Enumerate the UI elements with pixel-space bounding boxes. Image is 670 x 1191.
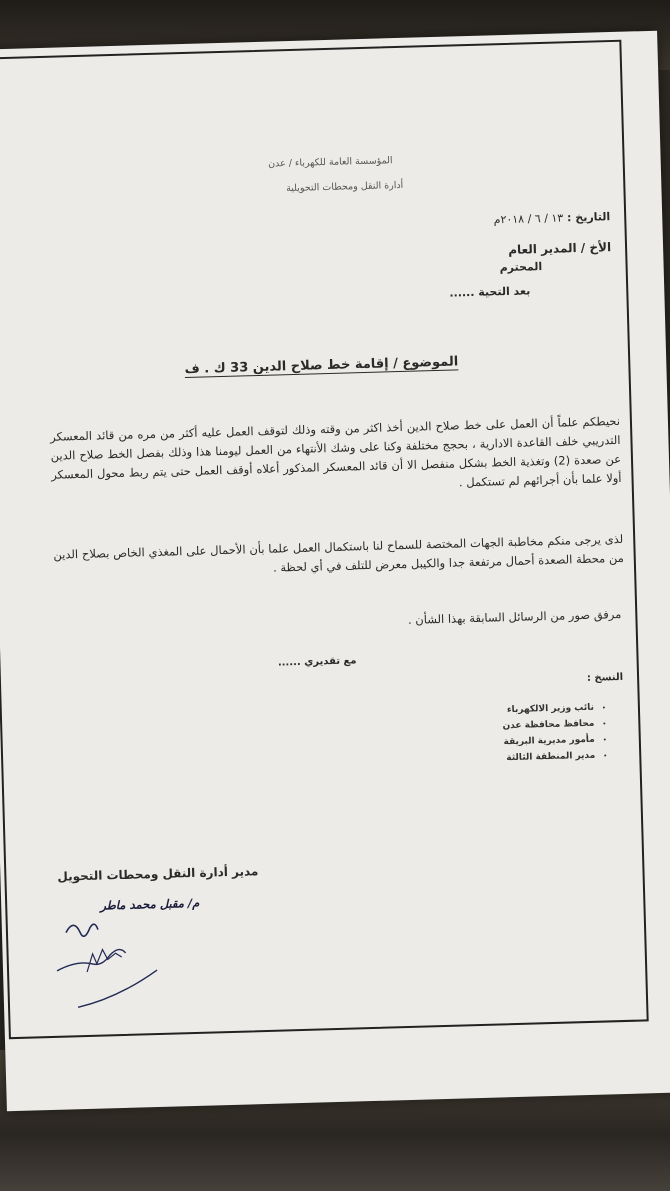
attachment-note: مرفق صور من الرسائل السابقة بهذا الشأن . xyxy=(407,606,622,627)
copy-recipient: • نائب وزير الالكهرباء xyxy=(502,703,594,716)
subject-line: الموضوع / إقامة خط صلاح الدين 33 ك . ف xyxy=(184,354,459,378)
handwritten-signature-icon xyxy=(45,910,178,1024)
copy-recipient: • محافظ محافظة عدن xyxy=(502,719,594,732)
copies-list xyxy=(502,702,610,769)
body-paragraph-1: نحيطكم علماً أن العمل على خط صلاح الدين أخذ اكثر من وقته وذلك لتوقف العمل عليه أكثر من مره من قائد المعسكر التدريبي خلف القاعدة الادارية ، بحجج مختلفة وكنا على وشك الأنتهاء من العمل ليومنا هذا وذلك بفصل الخط صلاح الدين عن صعدة (2) وتغذية الخط بشكل منفصل الا أن قائد المعسكر المذكور أعلاه أوقف العمل حتى يتم ربط محول المعسكر أولا علما بأن أجرائهم لم تستكمل . xyxy=(49,413,622,490)
copy-recipient: • مأمور مديرية البريقة xyxy=(503,735,595,748)
date-label: التاريخ : xyxy=(566,210,611,225)
letterhead-org-line2: أدارة النقل ومحطات التحويلية xyxy=(285,179,404,195)
honorific: المحترم xyxy=(499,260,543,275)
copies-label: النسخ : xyxy=(586,671,624,684)
date-value: ١٣ / ٦ / ٢٠١٨م xyxy=(493,211,564,227)
date-line xyxy=(493,210,610,226)
body-paragraph-2: لذى يرجى منكم مخاطبة الجهات المختصة للسماح لنا باستكمال العمل علما بأن الأحمال على المغذي الخاص بصلاح الدين من محطة الصعدة أحمال مرتفعة جدا والكيبل معرض للتلف في أي لحظة . xyxy=(53,531,624,575)
letter-frame xyxy=(0,40,649,1039)
addressee: الأخ / المدير العام xyxy=(508,240,612,257)
signature-title: مدير أدارة النقل ومحطات التحويل xyxy=(57,864,259,884)
signature-name: م/ مقبل محمد ماطر xyxy=(100,895,200,913)
letterhead-org-line1: المؤسسة العامة للكهرباء / عدن xyxy=(267,155,393,170)
closing: مع تقديري ...... xyxy=(277,655,357,669)
copy-recipient: • مدير المنطقة الثالثة xyxy=(503,751,595,764)
letter-paper xyxy=(0,31,670,1112)
greeting: بعد التحية ...... xyxy=(449,284,531,300)
